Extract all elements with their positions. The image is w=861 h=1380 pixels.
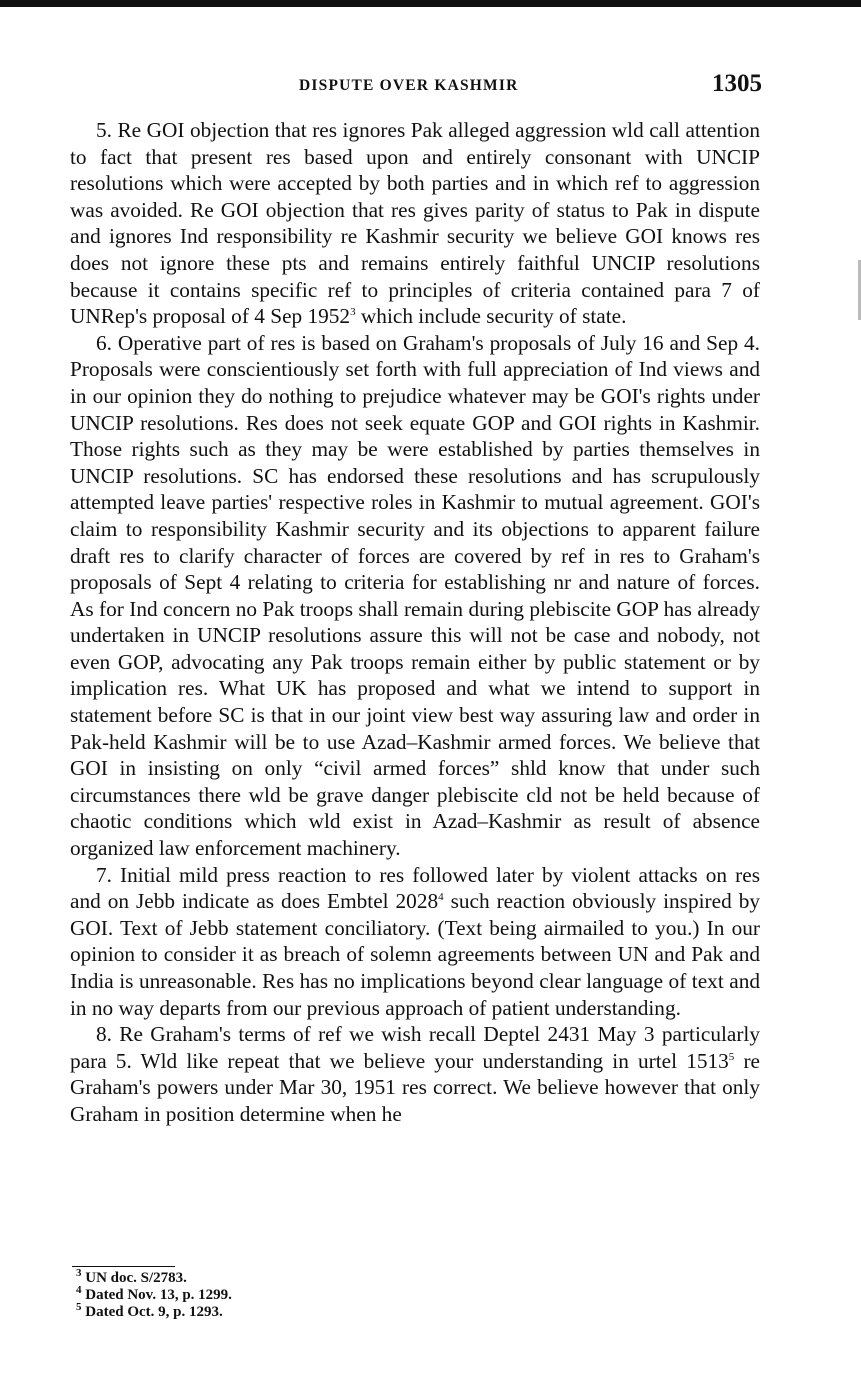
page-top-border bbox=[0, 0, 861, 7]
footnote-5 bbox=[76, 1301, 476, 1321]
footnote-text: Dated Oct. 9, p. 1293. bbox=[85, 1304, 223, 1320]
page-number: 1305 bbox=[712, 70, 762, 97]
paragraph-6: 6. Operative part of res is based on Graham's proposals of July 16 and Sep 4. Proposals were conscientiously set forth with full appreciation of Ind views and in our opinion they do nothing to prejudice whatever may be GOI's rights under UNCIP resolutions. Res does not seek equate GOP and GOI rights in Kashmir. Those rights such as they may be were established by parties themselves in UNCIP resolutions. SC has endorsed these resolutions and has scrupulously attempted leave parties' respective roles in Kashmir to mutual agreement. GOI's claim to responsibility Kashmir security and its objections to apparent failure draft res to clarify character of forces are covered by ref in res to Graham's proposals of Sept 4 relating to criteria for establishing nr and nature of forces. As for Ind concern no Pak troops shall remain during plebiscite GOP has already undertaken in UNCIP resolutions assure this will not be case and nobody, not even GOP, advocating any Pak troops remain either by public statement or by implication res. What UK has proposed and what we intend to support in statement before SC is that in our joint view best way assuring law and order in Pak-held Kashmir will be to use Azad–Kashmir armed forces. We believe that GOI in insisting on only “civil armed forces” shld know that under such circumstances there wld be grave danger plebiscite cld not be held because of chaotic conditions which wld exist in Azad–Kashmir as result of absence organized law enforcement machinery. bbox=[70, 330, 760, 861]
footnotes bbox=[76, 1267, 476, 1321]
footnote-3 bbox=[76, 1267, 476, 1287]
footnote-mark: 3 bbox=[76, 1267, 82, 1279]
paragraph-7-text: 7. Initial mild press reaction to res followed later by violent attacks on res and on Jebb indicate as does Embtel 2028 bbox=[70, 862, 760, 914]
paragraph-5-text: 5. Re GOI objection that res ignores Pak alleged aggression wld call attention to fact that present res based upon and entirely consonant with UNCIP resolutions which were accepted by both parties and in which ref to aggression was avoided. Re GOI objection that res gives parity of status to Pak in dispute and ignores Ind responsibility re Kashmir security we believe GOI knows res does not ignore these pts and remains entirely faithful UNCIP resolutions because it contains specific ref to principles of criteria contained para 7 of UNRep's proposal of 4 Sep 1952 bbox=[70, 118, 760, 329]
paragraph-7 bbox=[70, 862, 760, 1022]
footnote-separator bbox=[72, 1266, 175, 1267]
footnote-text: UN doc. S/2783. bbox=[85, 1270, 187, 1286]
paragraph-8 bbox=[70, 1021, 760, 1127]
footnote-mark: 5 bbox=[76, 1301, 82, 1313]
footnote-ref-3: 3 bbox=[350, 306, 356, 319]
footnote-4 bbox=[76, 1284, 476, 1304]
paragraph-8-text-end: re Graham's powers under Mar 30, 1951 res correct. We believe however that only Graham in position determine when he bbox=[70, 1048, 760, 1126]
footnote-ref-4: 4 bbox=[438, 891, 444, 904]
running-title: DISPUTE OVER KASHMIR bbox=[299, 77, 519, 94]
running-header bbox=[72, 70, 762, 104]
footnote-ref-5: 5 bbox=[728, 1050, 735, 1063]
footnote-text: Dated Nov. 13, p. 1299. bbox=[85, 1287, 232, 1303]
body-text bbox=[70, 117, 760, 1128]
footnote-mark: 4 bbox=[76, 1284, 82, 1296]
paragraph-8-text: 8. Re Graham's terms of ref we wish recall Deptel 2431 May 3 particularly para 5. Wld like repeat that we believe your understanding in urtel 1513 bbox=[70, 1022, 760, 1073]
paragraph-7-text-end: such reaction obviously inspired by GOI. Text of Jebb statement conciliatory. (Text being airmailed to you.) In our opinion to consider it as breach of solemn agreements between UN and Pak and India is unreasonable. Res has no implications beyond clear language of text and in no way departs from our previous approach of patient understanding. bbox=[70, 889, 760, 1020]
paragraph-5 bbox=[70, 117, 760, 330]
paragraph-5-text-end: which include security of state. bbox=[355, 304, 627, 329]
